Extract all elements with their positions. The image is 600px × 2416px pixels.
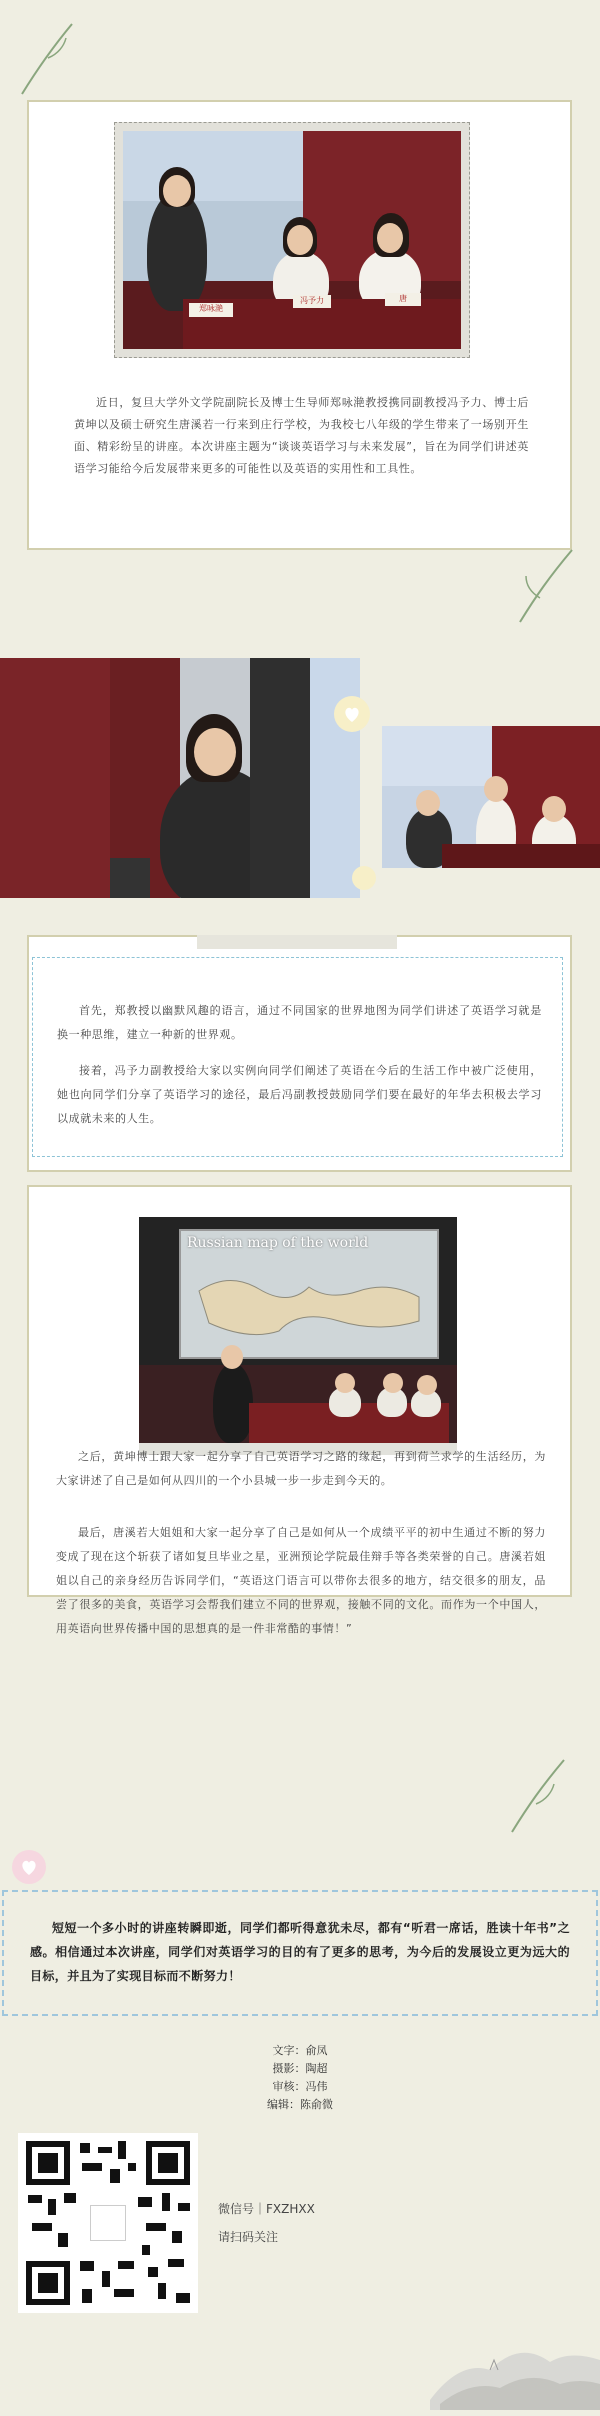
intro-card xyxy=(27,100,572,550)
paragraph-2b: 接着，冯予力副教授给大家以实例向同学们阐述了英语在今后的生活工作中被广泛使用，她也向同学们分享了英语学习的途径，最后冯副教授鼓励同学们要在最好的年华去积极去学习以成就未来的人生。 xyxy=(57,1064,542,1125)
lecture-photo-frame xyxy=(114,122,470,358)
map-screen xyxy=(179,1229,439,1359)
leaf-decoration-right xyxy=(516,546,576,626)
heart-icon-pink xyxy=(12,1850,46,1884)
intro-paragraph: 近日，复旦大学外文学院副院长及博士生导师郑咏滟教授携同副教授冯予力、博士后黄坤以及硕士研究生唐溪若一行来到庄行学校，为我校七八年级的学生带来了一场别开生面、精彩纷呈的讲座。本次讲座主题为“谈谈英语学习与未来发展”，旨在为同学们讲述英语学习能给今后发展带来更多的可能性以及英语的实用性和工具性。 xyxy=(74,396,529,475)
qr-code xyxy=(18,2133,198,2313)
summary-paragraph: 短短一个多小时的讲座转瞬即逝，同学们都听得意犹未尽，都有“听君一席话，胜读十年书”之感。相信通过本次讲座，同学们对英语学习的目的有了更多的思考，为今后的发展设立更为远大的目标，并且为了实现目标而不断努力！ xyxy=(30,1921,570,1983)
hand-icon xyxy=(352,866,376,890)
credit-author: 文字：俞凤 xyxy=(272,2044,328,2057)
credit-editor: 编辑：陈俞微 xyxy=(267,2098,333,2111)
paragraph-3a: 之后，黄坤博士跟大家一起分享了自己英语学习之路的缘起，再到荷兰求学的生活经历，为大家讲述了自己是如何从四川的一个小县城一步一步走到今天的。 xyxy=(56,1450,546,1487)
wechat-id: 微信号｜FXZHXX xyxy=(218,2202,315,2216)
name-tag: 郑咏滟 xyxy=(189,303,233,317)
lecture-photo xyxy=(123,131,461,349)
name-tag: 唐 xyxy=(385,293,421,306)
speaker-photo xyxy=(0,658,250,898)
credit-review: 审核：冯伟 xyxy=(272,2080,328,2093)
map-photo xyxy=(139,1217,457,1443)
paragraph-3b: 最后，唐溪若大姐姐和大家一起分享了自己是如何从一个成绩平平的初中生通过不断的努力变成了现在这个斩获了诸如复旦毕业之星，亚洲预论学院最佳辩手等各类荣誉的自己。唐溪若姐姐以自己的亲身经历告诉同学们，“英语这门语言可以带你去很多的地方，结交很多的朋友，品尝了很多的美食，英语学习会帮我们建立不同的世界观，接触不同的文化。而作为一个中国人，用英语向世界传播中国的思想真的是一件非常酷的事情！” xyxy=(56,1526,546,1635)
credits xyxy=(0,2042,600,2114)
text-card-2 xyxy=(27,935,572,1172)
mountain-decoration xyxy=(430,2300,600,2414)
name-tag: 冯予力 xyxy=(293,295,331,308)
scan-prompt: 请扫码关注 xyxy=(218,2230,279,2244)
map-title: Russian map of the world xyxy=(187,1235,369,1251)
credit-photo: 摄影：陶超 xyxy=(272,2062,328,2075)
heart-icon xyxy=(334,696,370,732)
panel-photo xyxy=(382,726,600,868)
leaf-decoration-top xyxy=(18,18,78,98)
text-card-3 xyxy=(27,1185,572,1635)
speaker-photo-right xyxy=(250,658,360,898)
leaf-decoration-3 xyxy=(508,1756,568,1836)
school-logo-icon xyxy=(90,2205,126,2241)
paragraph-2a: 首先，郑教授以幽默风趣的语言，通过不同国家的世界地图为同学们讲述了英语学习就是换一种思维，建立一种新的世界观。 xyxy=(57,1004,542,1041)
